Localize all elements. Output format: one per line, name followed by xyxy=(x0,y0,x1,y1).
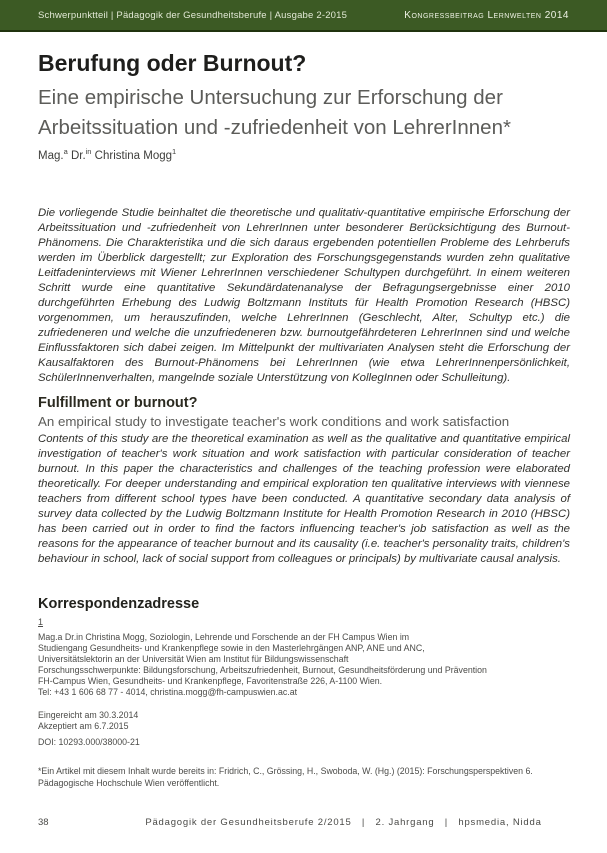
address-line: Studiengang Gesundheits- und Krankenpflege sowie in den Masterlehrgängen ANP, ANE und ANC, xyxy=(38,643,425,653)
address-line: Mag.a Dr.in Christina Mogg, Soziologin, Lehrende und Forschende an der FH Campus Wien im xyxy=(38,632,410,642)
article-footnote: *Ein Artikel mit diesem Inhalt wurde bereits in: Fridrich, C., Grössing, H., Swoboda, W. (Hg.) (2015): Forschungsperspektiven 6. Pädagogische Hochschule Wien veröffentlicht. xyxy=(38,766,533,788)
article-title: Berufung oder Burnout? xyxy=(38,50,307,76)
author-name-part: Dr. xyxy=(67,149,86,162)
article-subtitle-line-2: Arbeitssituation und -zufriedenheit von LehrerInnen* xyxy=(38,116,511,139)
page-footer xyxy=(0,817,607,831)
address-line: Forschungsschwerpunkte: Bildungsforschung, Arbeitszufriedenheit, Burnout, Gesundheitsförderung und Prävention xyxy=(38,665,487,675)
accepted-date: Akzeptiert am 6.7.2015 xyxy=(38,721,129,731)
header-issue-label: Schwerpunktteil | Pädagogik der Gesundheitsberufe | Ausgabe 2-2015 xyxy=(38,9,348,21)
author-superscript: in xyxy=(85,147,92,156)
correspondence-heading: Korrespondenzadresse xyxy=(38,596,200,612)
header-congress-label: Kongressbeitrag Lernwelten 2014 xyxy=(404,9,569,21)
address-line: Universitätslektorin an der Universität Wien am Institut für Bildungswissenschaft xyxy=(38,654,349,664)
submission-dates xyxy=(38,710,138,732)
english-subtitle: An empirical study to investigate teacher's work conditions and work satisfaction xyxy=(38,414,510,429)
address-line-contact: Tel: +43 1 606 68 77 - 4014, christina.mogg@fh-campuswien.ac.at xyxy=(38,687,298,697)
address-line: FH-Campus Wien, Gesundheits- und Krankenpflege, Favoritenstraße 226, A-1100 Wien. xyxy=(38,676,383,686)
page-header-bar xyxy=(0,0,607,32)
author-footnote-reference: 1 xyxy=(172,147,177,156)
author-name-part: Mag. xyxy=(38,149,64,162)
abstract-german: Die vorliegende Studie beinhaltet die theoretische und qualitativ-quantitative empirische Erforschung der Arbeitssituation und -zufriedenheit von LehrerInnen unter besonderer Berücksichtigung des Burnout-Phänomens. Die Charakteristika und die sich daraus ergebenden potentiellen Probleme des Lehrberufs werden im Überblick dargestellt; zur Exploration des Forschungsgegenstands wurden zehn qualitative Leitfadeninterviews mit Wiener LehrerInnen verschiedener Schultypen durchgeführt. In einem weiteren Schritt wurde eine quantitative Sekundärdatenanalyse der Befragungsergebnisse einer 2010 durchgeführten Erhebung des Ludwig Boltzmann Instituts für Health Promotion Research (HBSC) vorgenommen, um herauszufinden, welche LehrerInnen (Geschlecht, Alter, Schultyp etc.) die zufriedeneren und welche die unzufriedeneren bzw. burnoutgefährdeteren LehrerInnen sind und welche Einflussfaktoren sich dabei zeigen. Im Mittelpunkt der multivariaten Analysen steht die Erforschung der Kausalfaktoren des Burnout-Phänomens bei LehrerInnen (wie etwa LehrerInnenpersönlichkeit, SchülerInnenverhalten, mangelnde soziale Unterstützung von KollegInnen oder Schulleitung). xyxy=(38,207,570,384)
author-name-part: Christina Mogg xyxy=(91,149,173,162)
correspondence-address-block xyxy=(38,632,570,698)
page-number: 38 xyxy=(38,817,49,828)
abstract-english: Contents of this study are the theoretical examination as well as the qualitative and quantitative empirical investigation of teacher's work situation and work satisfaction with particular consideration of teacher burnout. In this paper the characteristics and challenges of the teaching profession were elaborated theoretically. For deeper understanding and empirical exploration ten qualitative interviews with viennese teachers from different school types have been conducted. A quantitative secondary data analysis of survey data collected by the Ludwig Boltzmann Institute for Health Promotion Research in 2010 (HBSC) has been carried out in order to find the factors influencing teacher's job satisfaction as well as the reasons for the appearance of teacher burnout and its causality (i.e. teacher's personality traits, children's behaviour in school, lack of social support from colleagues or principals) by multivariate causal analysis. xyxy=(38,433,570,565)
author-line xyxy=(38,147,176,162)
doi-line: DOI: 10293.000/38000-21 xyxy=(38,737,140,747)
submitted-date: Eingereicht am 30.3.2014 xyxy=(38,710,139,720)
article-subtitle xyxy=(38,83,570,143)
author-superscript: a xyxy=(63,147,68,156)
english-title-heading: Fulfillment or burnout? xyxy=(38,395,198,411)
footnote-marker-link[interactable]: 1 xyxy=(38,617,44,627)
journal-footer-text: Pädagogik der Gesundheitsberufe 2/2015 | 2. Jahrgang | hpsmedia, Nidda xyxy=(145,817,542,828)
article-subtitle-line-1: Eine empirische Untersuchung zur Erforschung der xyxy=(38,86,503,109)
